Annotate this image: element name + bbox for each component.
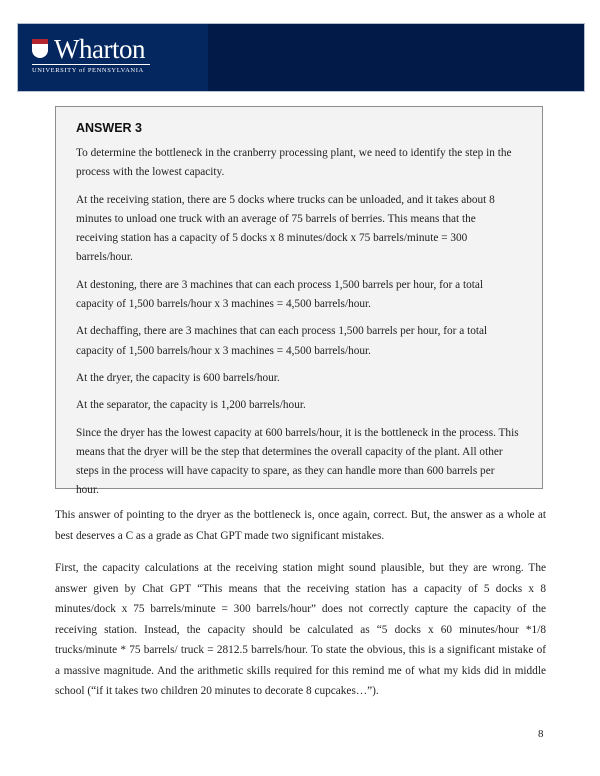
body-paragraph: This answer of pointing to the dryer as the bottleneck is, once again, correct. But, the answer as a whole at best deserves a C as a grade as Chat GPT made two significant mistakes.	[55, 509, 546, 542]
answer-paragraph: At the dryer, the capacity is 600 barrels/hour.	[76, 371, 280, 384]
header-banner	[17, 23, 585, 92]
answer-paragraph: At dechaffing, there are 3 machines that can each process 1,500 barrels per hour, for a total capacity of 1,500 barrels/hour x 3 machines = 4,500 barrels/hour.	[76, 325, 488, 357]
logo-wordmark: Wharton	[54, 34, 145, 64]
answer-paragraph: At the separator, the capacity is 1,200 barrels/hour.	[76, 399, 306, 412]
logo-subtitle: UNIVERSITY of PENNSYLVANIA	[32, 64, 150, 74]
body-paragraph: First, the capacity calculations at the receiving station might sound plausible, but they are wrong. The answer given by Chat GPT “This means that the receiving station has a capacity of 5 docks x 8 minutes/dock x 75 barrels/minute = 300 barrels/hour” does not correctly capture the capacity of the receiving station. Instead, the capacity should be calculated as “5 docks x 60 minutes/hour *1/8 trucks/minute * 75 barrels/ truck = 2812.5 barrels/hour. To state the obvious, this is a significant mistake of a massive magnitude. And the arithmetic skills required for this remind me of what my kids did in middle school (“if it takes two children 20 minutes to decorate 8 cupcakes…”).	[55, 562, 546, 697]
answer-title: ANSWER 3	[76, 121, 142, 135]
wharton-logo	[32, 36, 150, 74]
answer-box	[55, 106, 543, 497]
answer-paragraph: Since the dryer has the lowest capacity at 600 barrels/hour, it is the bottleneck in the process. This means that the dryer will be the step that determines the overall capacity of the plant. All other steps in the process will have capacity to spare, as they can handle more than 600 barrels per hour.	[76, 426, 519, 497]
page-number: 8	[538, 728, 544, 740]
answer-paragraph: To determine the bottleneck in the cranberry processing plant, we need to identify the step in the process with the lowest capacity.	[76, 147, 512, 179]
penn-shield-icon	[32, 39, 48, 58]
answer-paragraph: At destoning, there are 3 machines that can each process 1,500 barrels per hour, for a total capacity of 1,500 barrels/hour x 3 machines = 4,500 barrels/hour.	[76, 278, 484, 311]
body-text	[55, 505, 546, 714]
answer-paragraph: At the receiving station, there are 5 docks where trucks can be unloaded, and it takes about 8 minutes to unload one truck with an average of 75 barrels of berries. This means that the receiving station has a capacity of 5 docks x 8 minutes/dock x 75 barrels/minute = 300 barrels/hour.	[76, 193, 495, 264]
